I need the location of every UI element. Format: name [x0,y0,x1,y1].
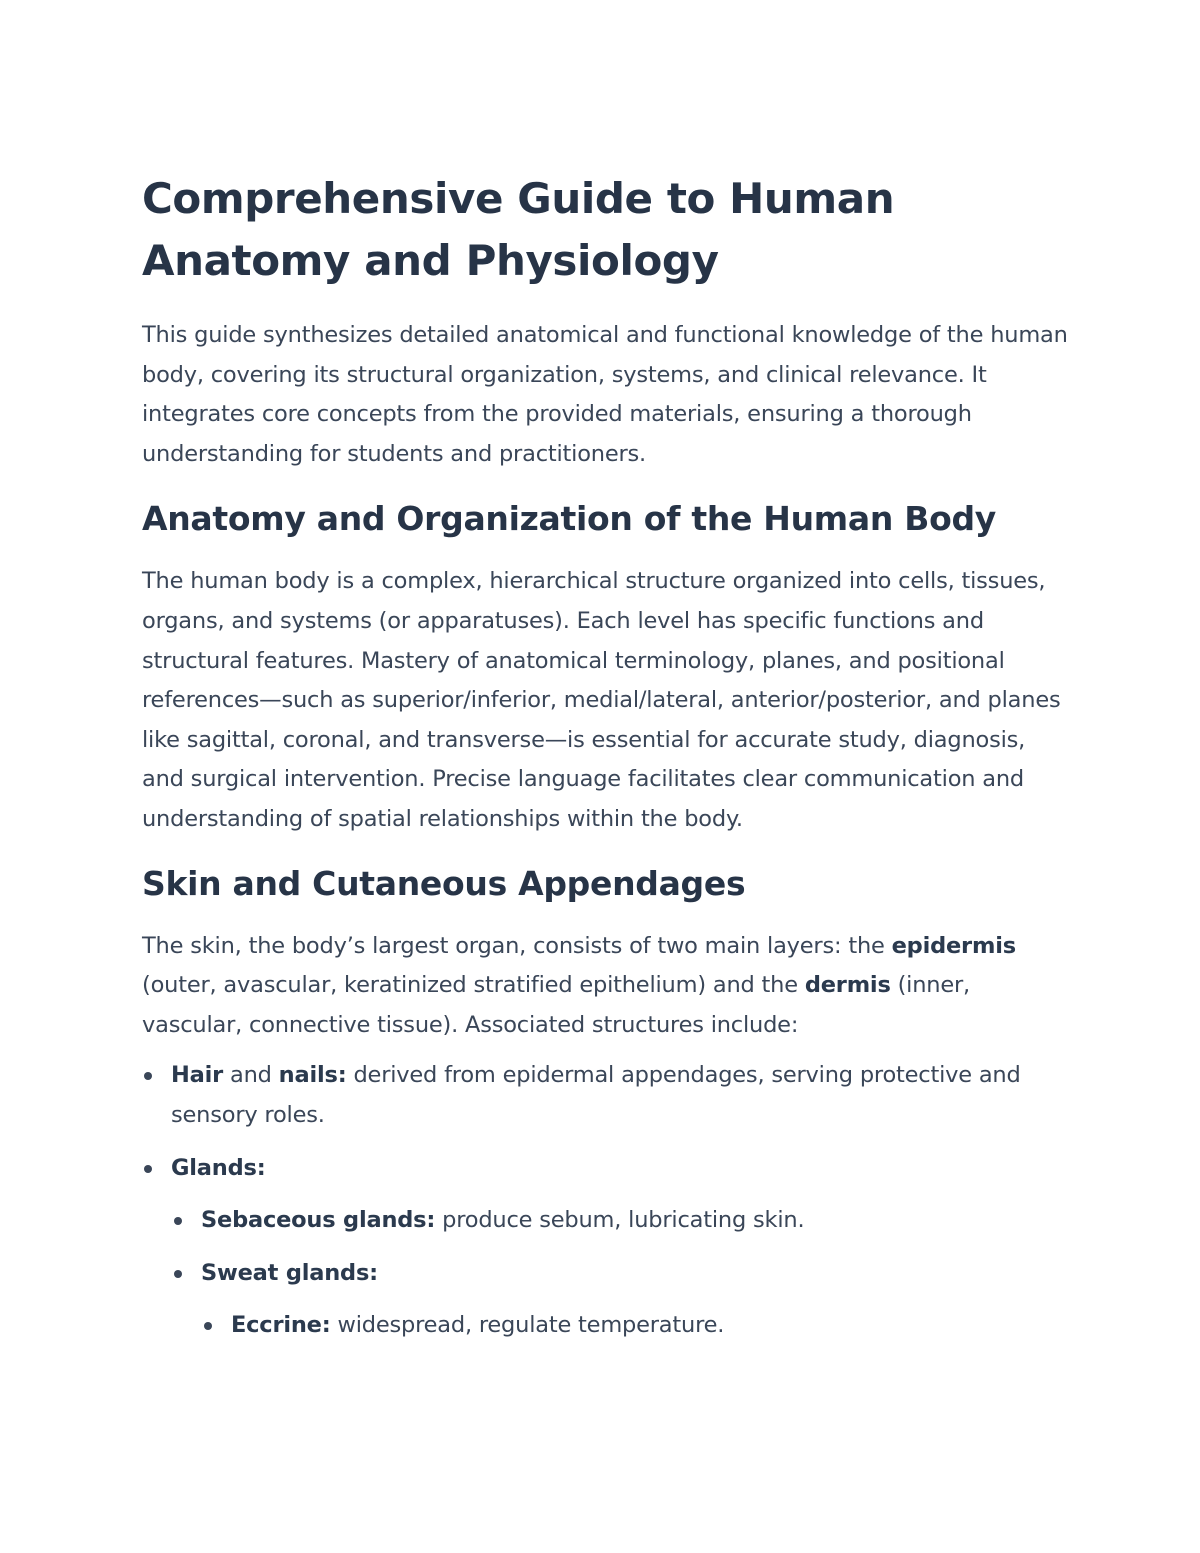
list-item-glands [171,1149,1072,1346]
appendages-list [142,1056,1072,1346]
intro-paragraph: This guide synthesizes detailed anatomical and functional knowledge of the human body, covering its structural organization, systems, and clinical relevance. It integrates core concepts from the provided materials, ensuring a thorough understanding for students and practitioners. [142,322,1068,467]
list-item-eccrine [231,1306,1072,1346]
item-text: and [223,1062,279,1089]
term-colon: : [426,1207,436,1234]
section-heading-skin: Skin and Cutaneous Appendages [142,863,746,903]
term-colon: : [369,1259,378,1286]
term-sebaceous: Sebaceous glands [201,1207,427,1234]
skin-paragraph [142,927,1072,1046]
item-text: widespread, regulate temperature. [330,1312,725,1339]
section-heading-anatomy: Anatomy and Organization of the Human Body [142,499,997,539]
bullet-icon [174,1217,182,1225]
document-page [142,168,1072,1359]
term-nails: nails [278,1062,338,1089]
skin-text: (outer, avascular, keratinized stratified epithelium) and the [142,972,805,999]
bullet-icon [144,1165,152,1173]
list-item-sweat [201,1254,1072,1346]
glands-sublist [171,1201,1072,1346]
bullet-icon [144,1072,152,1080]
sweat-sublist [201,1306,1072,1346]
item-text: produce sebum, lubricating skin. [435,1207,805,1234]
anatomy-paragraph: The human body is a complex, hierarchical structure organized into cells, tissues, organs, and systems (or apparatuses). Each level has specific functions and structural features. Mastery of anatomical terminology, planes, and positional references—such as superior/inferior, medial/lateral, anterior/posterior, and planes like sagittal, coronal, and transverse—is essential for accurate study, diagnosis, and surgical intervention. Precise language facilitates clear communication and understanding of spatial relationships within the body. [142,568,1061,832]
item-text: derived from epidermal appendages, serving protective and sensory roles. [171,1062,1021,1128]
bullet-icon [204,1322,212,1330]
term-epidermis: epidermis [891,932,1016,959]
term-colon: : [256,1154,266,1181]
term-colon: : [321,1312,331,1339]
term-dermis: dermis [804,972,891,999]
term-sweat-glands: Sweat glands [201,1259,370,1286]
skin-text: The skin, the body’s largest organ, consists of two main layers: the [142,932,892,959]
term-glands: Glands [171,1154,257,1181]
list-item-hair-nails [171,1056,1072,1135]
term-eccrine: Eccrine [231,1312,322,1339]
bullet-icon [174,1270,182,1278]
document-title: Comprehensive Guide to Human Anatomy and Physiology [142,174,895,285]
term-hair: Hair [171,1062,224,1089]
skin-text: (inner, vascular, connective tissue). Associated structures include: [142,972,970,1038]
term-colon: : [337,1062,347,1089]
list-item-sebaceous [201,1201,1072,1241]
